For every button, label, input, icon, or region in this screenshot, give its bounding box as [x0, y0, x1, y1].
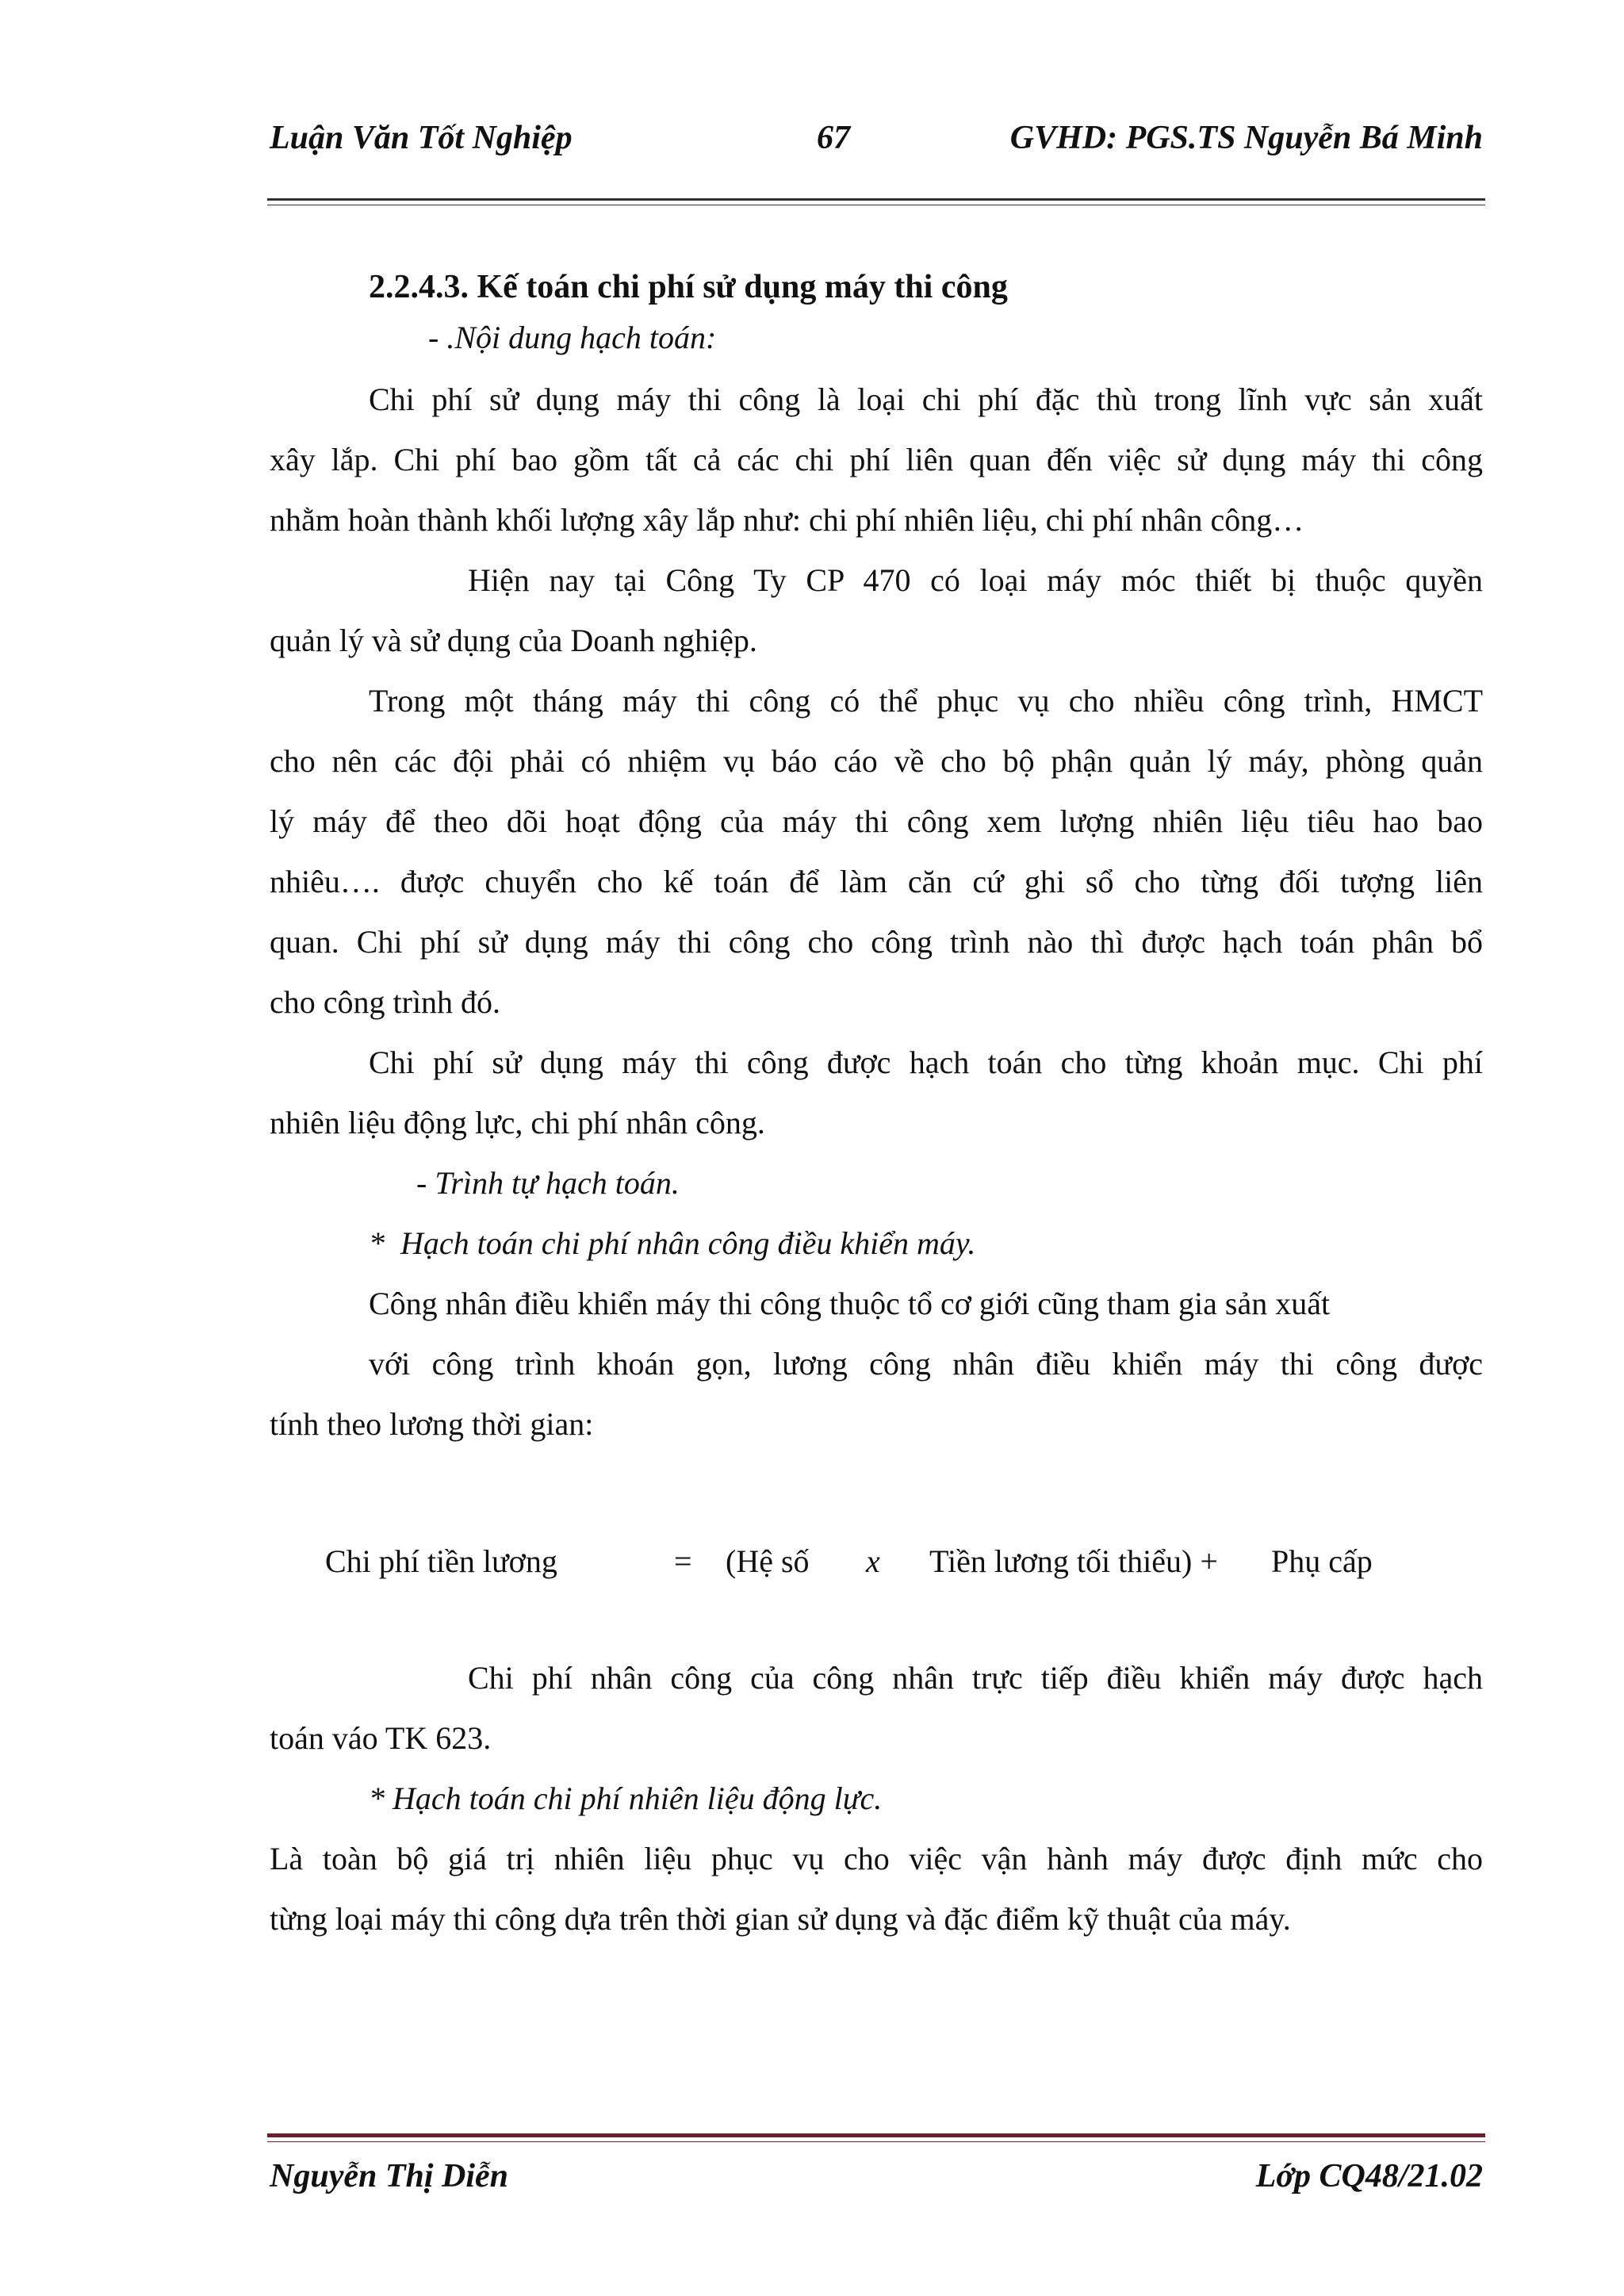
header-rule-thick [267, 198, 1485, 201]
p6-line-2: toán váo TK 623. [270, 1720, 492, 1756]
paragraph-1 [270, 370, 1483, 550]
p1-line-3: nhằm hoàn thành khối lượng xây lắp như: chi phí nhiên liệu, chi phí nhân công… [270, 502, 1304, 538]
formula-term-allowance: Phụ cấp [1271, 1543, 1373, 1579]
p5-line-1: Công nhân điều khiển máy thi công thuộc tổ cơ giới cũng tham gia sản xuất [369, 1286, 1331, 1321]
p7-line-2: từng loại máy thi công dựa trên thời gian sử dụng và đặc điểm kỹ thuật của máy. [270, 1901, 1291, 1937]
footer-rule-thin [267, 2141, 1485, 2142]
formula-term-coefficient: (Hệ số [726, 1543, 810, 1579]
fuel-heading-text: * Hạch toán chi phí nhiên liệu động lực. [369, 1780, 883, 1816]
p2-line-1: Hiện nay tại Công Ty CP 470 có loại máy móc thiết bị thuộc quyền [468, 562, 1483, 598]
paragraph-6 [270, 1648, 1483, 1769]
p2-line-2: quản lý và sử dụng của Doanh nghiệp. [270, 623, 757, 658]
header-thesis-title: Luận Văn Tốt Nghiệp [270, 120, 573, 156]
sequence-heading [416, 1153, 680, 1213]
p5-line-3: tính theo lương thời gian: [270, 1406, 594, 1442]
p1-line-2: xây lắp. Chi phí bao gồm tất cả các chi phí liên quan đến việc sử dụng máy thi công [270, 442, 1483, 477]
footer-rule-thick [267, 2133, 1485, 2137]
p7-line-1: Là toàn bộ giá trị nhiên liệu phục vụ cho việc vận hành máy được định mức cho [270, 1841, 1483, 1876]
p3-line-2: cho nên các đội phải có nhiệm vụ báo cáo về cho bộ phận quản lý máy, phòng quản [270, 743, 1483, 779]
subheading-content-text: - .Nội dung hạch toán: [428, 320, 717, 355]
footer-author: Nguyễn Thị Diễn [270, 2158, 509, 2194]
header-page-number: 67 [817, 120, 850, 156]
p4-line-1: Chi phí sử dụng máy thi công được hạch toán cho từng khoản mục. Chi phí [369, 1045, 1483, 1080]
labor-heading [369, 1213, 975, 1274]
p3-line-1: Trong một tháng máy thi công có thể phục vụ cho nhiều công trình, HMCT [369, 683, 1483, 719]
p6-line-1: Chi phí nhân công của công nhân trực tiếp điều khiển máy được hạch [468, 1660, 1483, 1696]
p4-line-2: nhiên liệu động lực, chi phí nhân công. [270, 1105, 765, 1140]
page-header [270, 119, 1483, 167]
paragraph-7 [270, 1829, 1483, 1949]
footer-class: Lớp CQ48/21.02 [1255, 2158, 1483, 2194]
header-advisor: GVHD: PGS.TS Nguyễn Bá Minh [1009, 120, 1483, 156]
formula-equals: = [674, 1543, 692, 1579]
paragraph-3 [270, 671, 1483, 1033]
section-title: 2.2.4.3. Kế toán chi phí sử dụng máy thi công [369, 269, 1008, 305]
formula-times: x [866, 1543, 880, 1579]
formula-lhs: Chi phí tiền lương [325, 1543, 557, 1579]
paragraph-4 [270, 1033, 1483, 1153]
paragraph-5 [270, 1274, 1483, 1455]
p3-line-6: cho công trình đó. [270, 984, 501, 1020]
sequence-heading-text: - Trình tự hạch toán. [416, 1165, 680, 1201]
formula-term-min-wage: Tiền lương tối thiểu) + [929, 1543, 1218, 1579]
p5-line-2: với công trình khoán gọn, lương công nhân điều khiển máy thi công được [369, 1346, 1483, 1382]
subheading-content [428, 308, 716, 368]
p1-line-1: Chi phí sử dụng máy thi công là loại chi phí đặc thù trong lĩnh vực sản xuất [369, 381, 1483, 417]
p3-line-3: lý máy để theo dõi hoạt động của máy thi công xem lượng nhiên liệu tiêu hao bao [270, 803, 1483, 839]
labor-heading-text: * Hạch toán chi phí nhân công điều khiển máy. [369, 1225, 976, 1261]
p3-line-5: quan. Chi phí sử dụng máy thi công cho công trình nào thì được hạch toán phân bổ [270, 924, 1483, 960]
p3-line-4: nhiêu…. được chuyển cho kế toán để làm căn cứ ghi sổ cho từng đối tượng liên [270, 864, 1483, 899]
paragraph-2 [270, 550, 1483, 671]
fuel-heading [369, 1769, 882, 1829]
